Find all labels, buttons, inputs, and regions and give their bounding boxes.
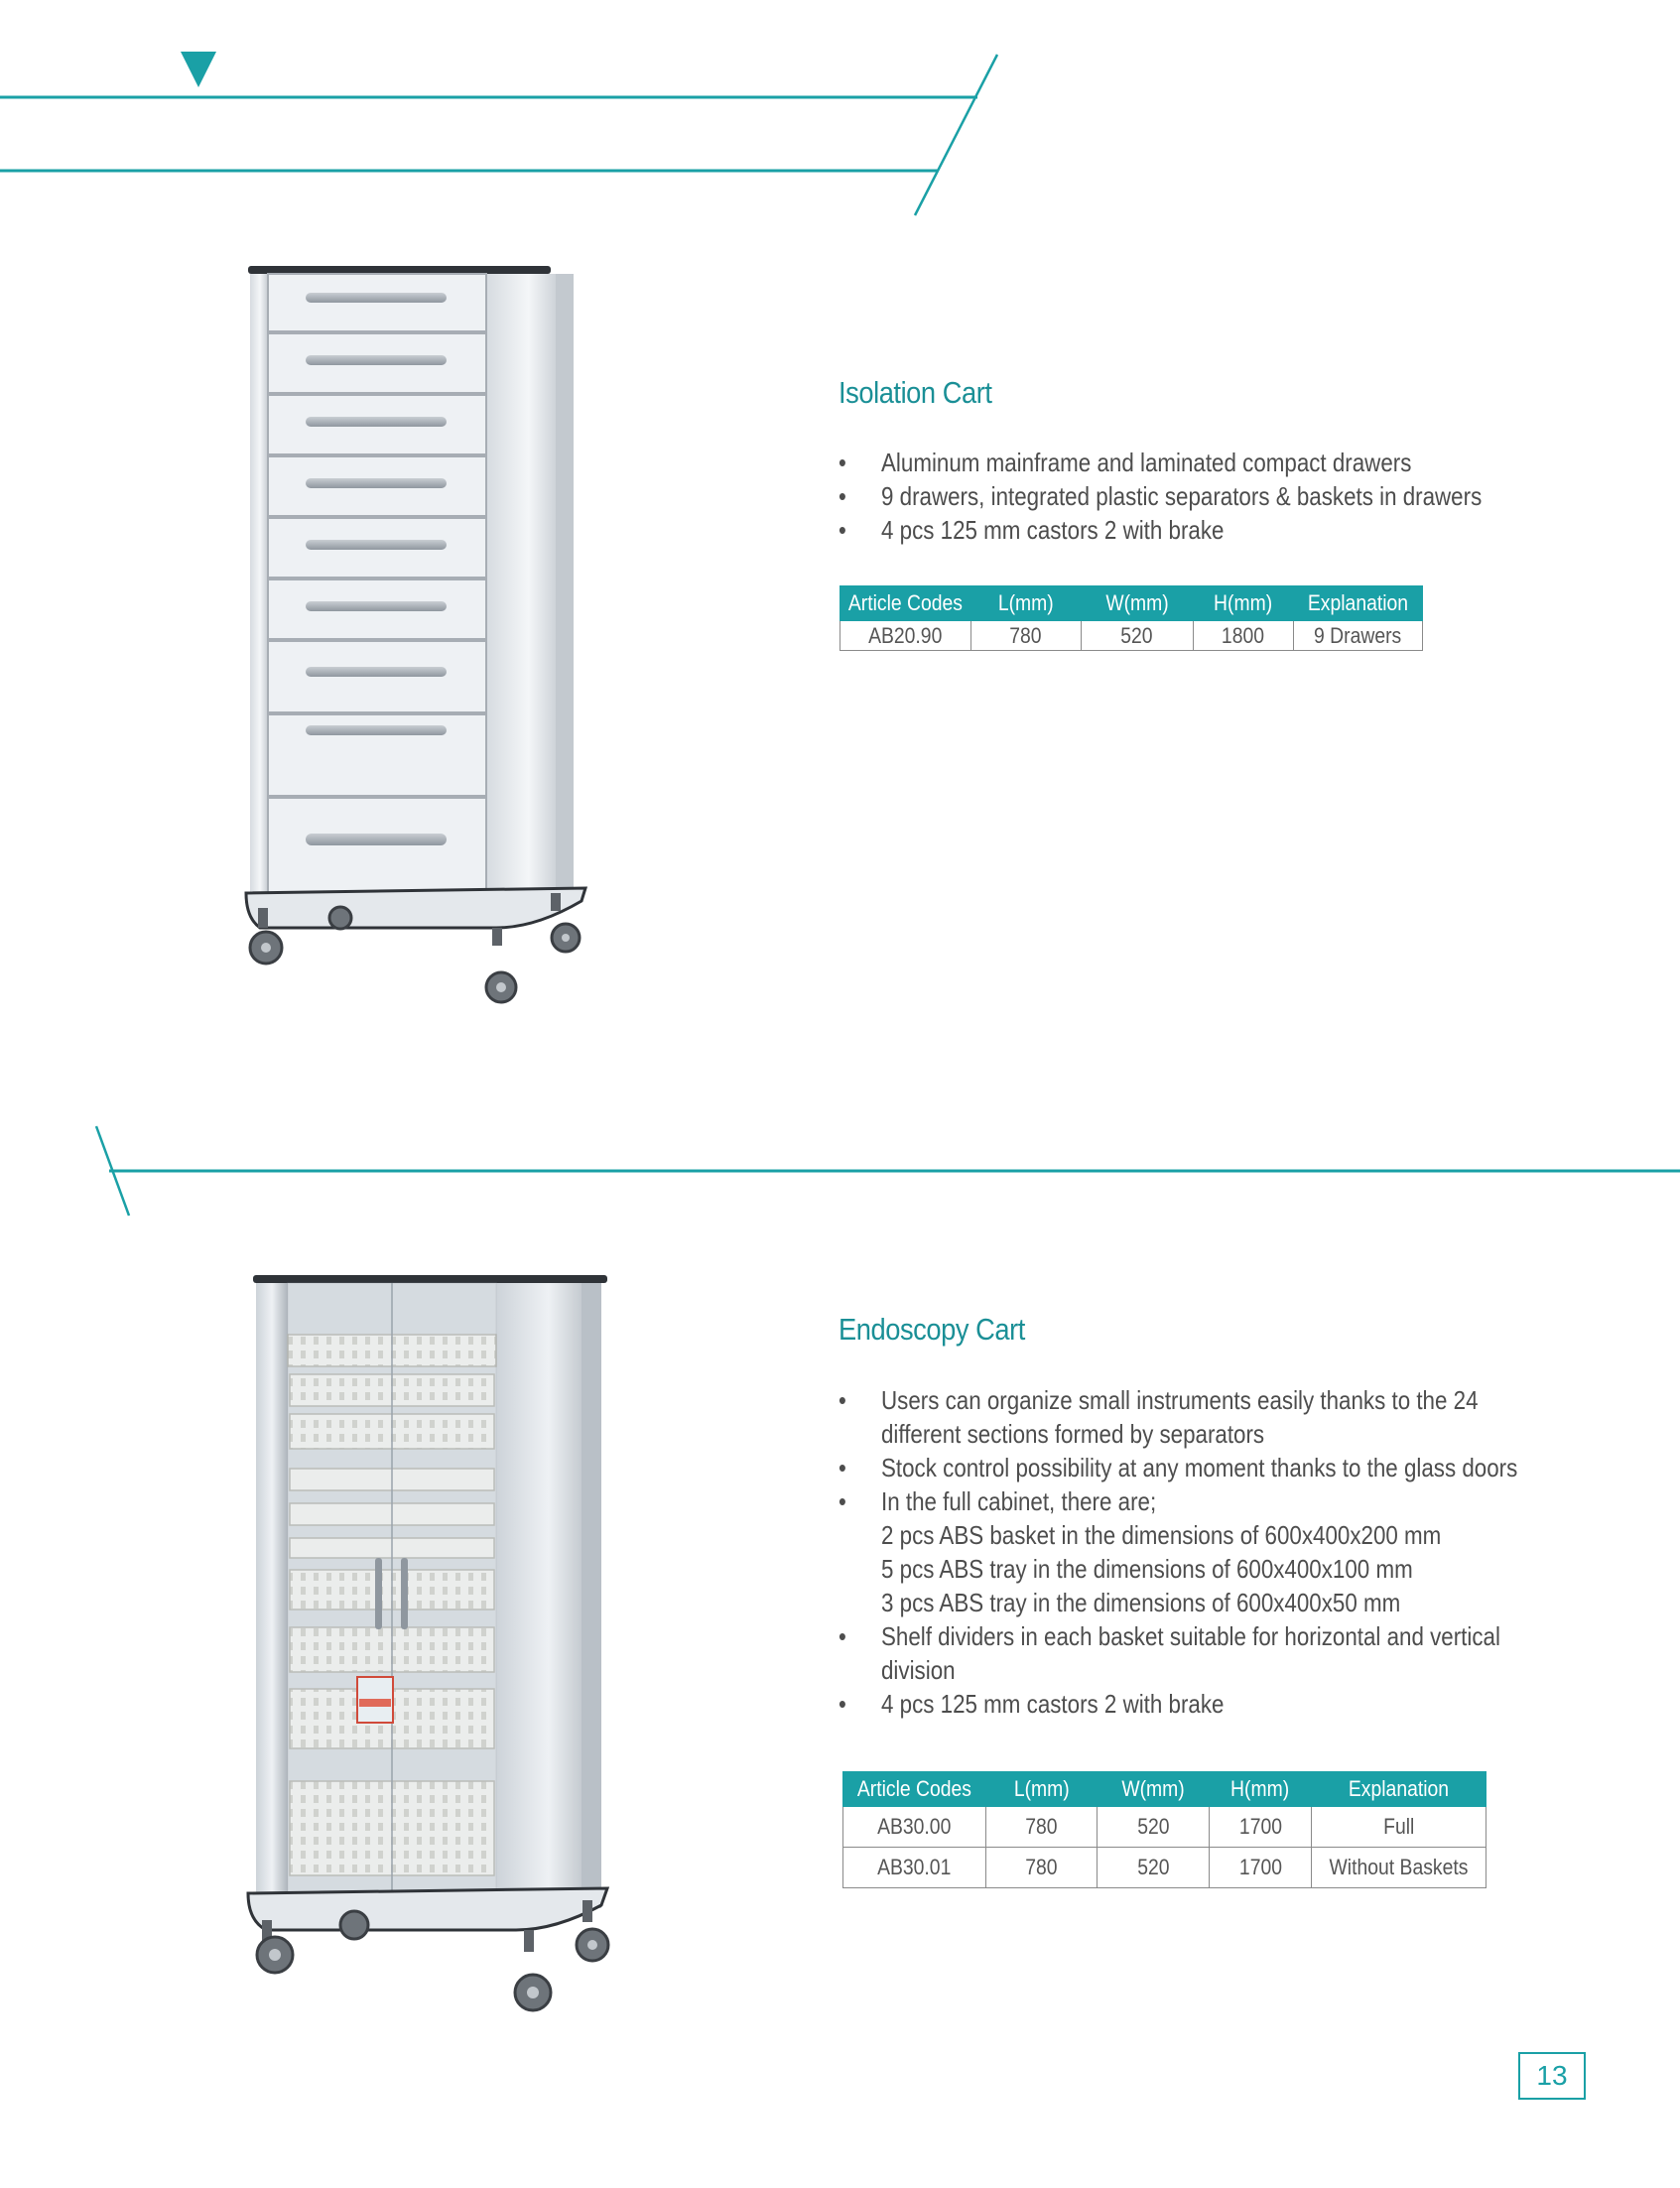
bullet-icon: • bbox=[839, 1453, 846, 1482]
feature-item: • 4 pcs 125 mm castors 2 with brake bbox=[839, 1689, 1225, 1719]
header-article-codes: Article Codes bbox=[840, 586, 971, 621]
header-height: H(mm) bbox=[1210, 1772, 1312, 1807]
cell-explanation: Without Baskets bbox=[1312, 1848, 1486, 1888]
endoscopy-cart-title: Endoscopy Cart bbox=[839, 1312, 1025, 1347]
header-width: W(mm) bbox=[1081, 586, 1193, 621]
cell-explanation: 9 Drawers bbox=[1293, 621, 1422, 651]
feature-item: • Stock control possibility at any moment thanks to the glass doors bbox=[839, 1453, 1518, 1482]
bullet-icon: • bbox=[839, 481, 846, 511]
cell-height: 1800 bbox=[1193, 621, 1293, 651]
cell-article-code: AB30.01 bbox=[843, 1848, 986, 1888]
table-header-row bbox=[843, 1772, 1486, 1807]
table-row bbox=[843, 1807, 1486, 1848]
table-header-row bbox=[840, 586, 1423, 621]
page-number: 13 bbox=[1518, 2052, 1586, 2100]
bullet-icon: • bbox=[839, 1689, 846, 1719]
bullet-icon: • bbox=[839, 1621, 846, 1651]
cell-height: 1700 bbox=[1210, 1848, 1312, 1888]
cell-article-code: AB20.90 bbox=[840, 621, 971, 651]
endoscopy-cart-spec-table bbox=[842, 1771, 1486, 1888]
feature-item: • 4 pcs 125 mm castors 2 with brake bbox=[839, 515, 1225, 545]
cell-width: 520 bbox=[1098, 1848, 1210, 1888]
header-width: W(mm) bbox=[1098, 1772, 1210, 1807]
header-article-codes: Article Codes bbox=[843, 1772, 986, 1807]
cell-explanation: Full bbox=[1312, 1807, 1486, 1848]
cell-article-code: AB30.00 bbox=[843, 1807, 986, 1848]
feature-item: • Users can organize small instruments easily thanks to the 24 different sections formed by separators bbox=[839, 1385, 1479, 1449]
header-length: L(mm) bbox=[970, 586, 1081, 621]
isolation-cart-features bbox=[839, 446, 1587, 547]
header-explanation: Explanation bbox=[1312, 1772, 1486, 1807]
bullet-icon: • bbox=[839, 1385, 846, 1415]
bullet-icon: • bbox=[839, 448, 846, 477]
header-length: L(mm) bbox=[986, 1772, 1098, 1807]
header-height: H(mm) bbox=[1193, 586, 1293, 621]
feature-item: • In the full cabinet, there are; 2 pcs ABS basket in the dimensions of 600x400x200 mm 5 pcs ABS tray in the dimensions of 600x400x100 mm 3 pcs ABS tray in the dimensions of 600x400x50 mm bbox=[839, 1486, 1442, 1617]
isolation-cart-title: Isolation Cart bbox=[839, 375, 992, 410]
cell-length: 780 bbox=[970, 621, 1081, 651]
header-explanation: Explanation bbox=[1293, 586, 1422, 621]
cell-width: 520 bbox=[1081, 621, 1193, 651]
cell-height: 1700 bbox=[1210, 1807, 1312, 1848]
bullet-icon: • bbox=[839, 515, 846, 545]
feature-item: • Shelf dividers in each basket suitable for horizontal and vertical division bbox=[839, 1621, 1500, 1685]
cell-length: 780 bbox=[986, 1848, 1098, 1888]
feature-item: • Aluminum mainframe and laminated compact drawers bbox=[839, 448, 1412, 477]
isolation-cart-spec-table bbox=[840, 585, 1423, 651]
bullet-icon: • bbox=[839, 1486, 846, 1516]
cell-width: 520 bbox=[1098, 1807, 1210, 1848]
feature-item: • 9 drawers, integrated plastic separators & baskets in drawers bbox=[839, 481, 1483, 511]
cell-length: 780 bbox=[986, 1807, 1098, 1848]
endoscopy-cart-features bbox=[839, 1383, 1628, 1721]
table-row bbox=[843, 1848, 1486, 1888]
table-row bbox=[840, 621, 1423, 651]
